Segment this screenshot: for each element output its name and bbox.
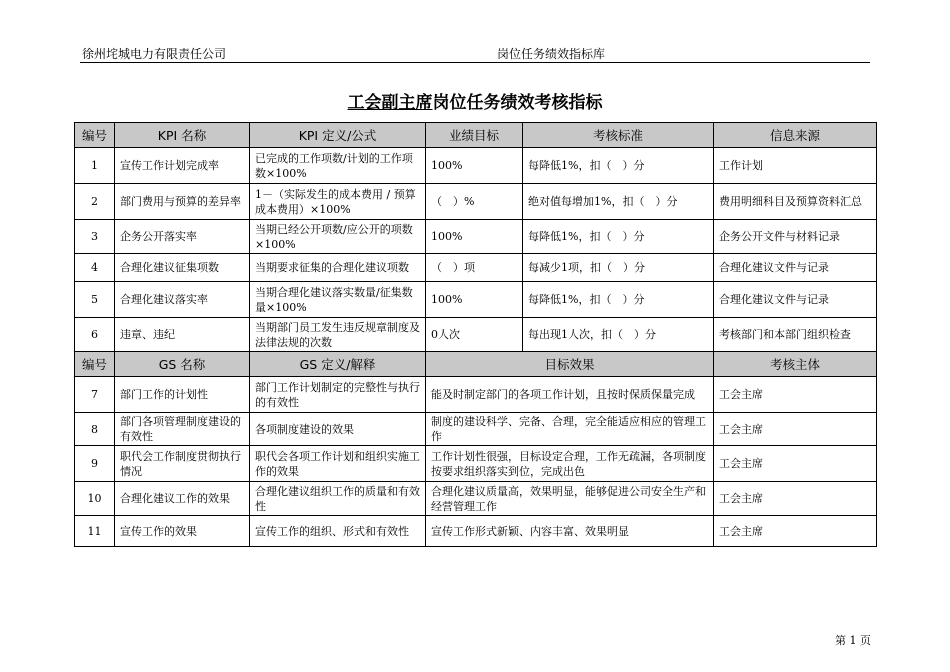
table-row [75,413,877,446]
table-row [75,282,877,318]
cell-source: 合理化建议文件与记录 [714,254,877,282]
cell-no: 8 [75,413,115,446]
cell-name: 部门各项管理制度建设的有效性 [115,413,250,446]
cell-effect: 宣传工作形式新颖、内容丰富、效果明显 [426,516,714,547]
cell-name: 合理化建议征集项数 [115,254,250,282]
title-position: 工会副主席 [347,93,433,113]
kpi-header-row [75,123,877,148]
cell-no: 6 [75,318,115,352]
cell-definition: 已完成的工作项数/计划的工作项数×100% [250,148,426,184]
cell-standard: 每降低1%，扣（ ）分 [523,220,714,254]
header-kpi-name: KPI 名称 [115,123,250,148]
table-row [75,318,877,352]
cell-definition: 当期要求征集的合理化建议项数 [250,254,426,282]
cell-name: 违章、违纪 [115,318,250,352]
cell-name: 企务公开落实率 [115,220,250,254]
cell-target: （ ）项 [426,254,523,282]
cell-no: 7 [75,377,115,413]
cell-name: 部门费用与预算的差异率 [115,184,250,220]
cell-standard: 绝对值每增加1%，扣（ ）分 [523,184,714,220]
page-header [80,44,870,63]
table-row [75,220,877,254]
cell-effect: 工作计划性很强，目标设定合理，工作无疏漏，各项制度按要求组织落实到位，完成出色 [426,446,714,482]
header-doc-title: 岗位任务绩效指标库 [497,47,606,61]
cell-definition: 当期部门员工发生违反规章制度及法律法规的次数 [250,318,426,352]
cell-target: 100% [426,148,523,184]
cell-target: 100% [426,282,523,318]
table-row [75,446,877,482]
kpi-table [74,122,877,547]
cell-definition: 当期已经公开项数/应公开的项数×100% [250,220,426,254]
cell-definition: 职代会各项工作计划和组织实施工作的效果 [250,446,426,482]
cell-no: 11 [75,516,115,547]
header-standard: 考核标准 [523,123,714,148]
header-no: 编号 [75,352,115,377]
cell-standard: 每降低1%，扣（ ）分 [523,148,714,184]
cell-definition: 1－（实际发生的成本费用 / 预算成本费用）×100% [250,184,426,220]
header-gs-name: GS 名称 [115,352,250,377]
title-rest: 岗位任务绩效考核指标 [432,93,603,113]
cell-effect: 能及时制定部门的各项工作计划，且按时保质保量完成 [426,377,714,413]
cell-source: 考核部门和本部门组织检查 [714,318,877,352]
cell-subject: 工会主席 [714,482,877,516]
cell-subject: 工会主席 [714,413,877,446]
cell-no: 3 [75,220,115,254]
cell-source: 企务公开文件与材料记录 [714,220,877,254]
cell-no: 4 [75,254,115,282]
cell-standard: 每降低1%，扣（ ）分 [523,282,714,318]
cell-definition: 合理化建议组织工作的质量和有效性 [250,482,426,516]
header-no: 编号 [75,123,115,148]
cell-name: 合理化建议落实率 [115,282,250,318]
cell-no: 10 [75,482,115,516]
gs-header-row [75,352,877,377]
table-row [75,516,877,547]
cell-definition: 部门工作计划制定的完整性与执行的有效性 [250,377,426,413]
cell-no: 1 [75,148,115,184]
header-source: 信息来源 [714,123,877,148]
cell-subject: 工会主席 [714,446,877,482]
cell-target: 100% [426,220,523,254]
cell-name: 宣传工作的效果 [115,516,250,547]
cell-name: 部门工作的计划性 [115,377,250,413]
cell-definition: 当期合理化建议落实数量/征集数量×100% [250,282,426,318]
cell-name: 职代会工作制度贯彻执行情况 [115,446,250,482]
page-title [0,88,950,113]
cell-definition: 各项制度建设的效果 [250,413,426,446]
cell-no: 9 [75,446,115,482]
cell-name: 合理化建议工作的效果 [115,482,250,516]
header-effect: 目标效果 [426,352,714,377]
cell-no: 2 [75,184,115,220]
table-row [75,184,877,220]
table-row [75,377,877,413]
table-row [75,482,877,516]
cell-standard: 每出现1人次，扣（ ）分 [523,318,714,352]
cell-target: （ ）% [426,184,523,220]
cell-effect: 合理化建议质量高，效果明显，能够促进公司安全生产和经营管理工作 [426,482,714,516]
header-subject: 考核主体 [714,352,877,377]
table-row [75,254,877,282]
page-number: 第 1 页 [835,634,871,647]
cell-effect: 制度的建设科学、完备、合理，完全能适应相应的管理工作 [426,413,714,446]
cell-source: 合理化建议文件与记录 [714,282,877,318]
header-target: 业绩目标 [426,123,523,148]
cell-no: 5 [75,282,115,318]
header-kpi-definition: KPI 定义/公式 [250,123,426,148]
cell-source: 工作计划 [714,148,877,184]
cell-name: 宣传工作计划完成率 [115,148,250,184]
cell-standard: 每减少1项，扣（ ）分 [523,254,714,282]
cell-source: 费用明细科目及预算资料汇总 [714,184,877,220]
cell-subject: 工会主席 [714,516,877,547]
cell-definition: 宣传工作的组织、形式和有效性 [250,516,426,547]
header-gs-definition: GS 定义/解释 [250,352,426,377]
company-name: 徐州垞城电力有限责任公司 [82,47,227,61]
table-row [75,148,877,184]
cell-target: 0人次 [426,318,523,352]
cell-subject: 工会主席 [714,377,877,413]
